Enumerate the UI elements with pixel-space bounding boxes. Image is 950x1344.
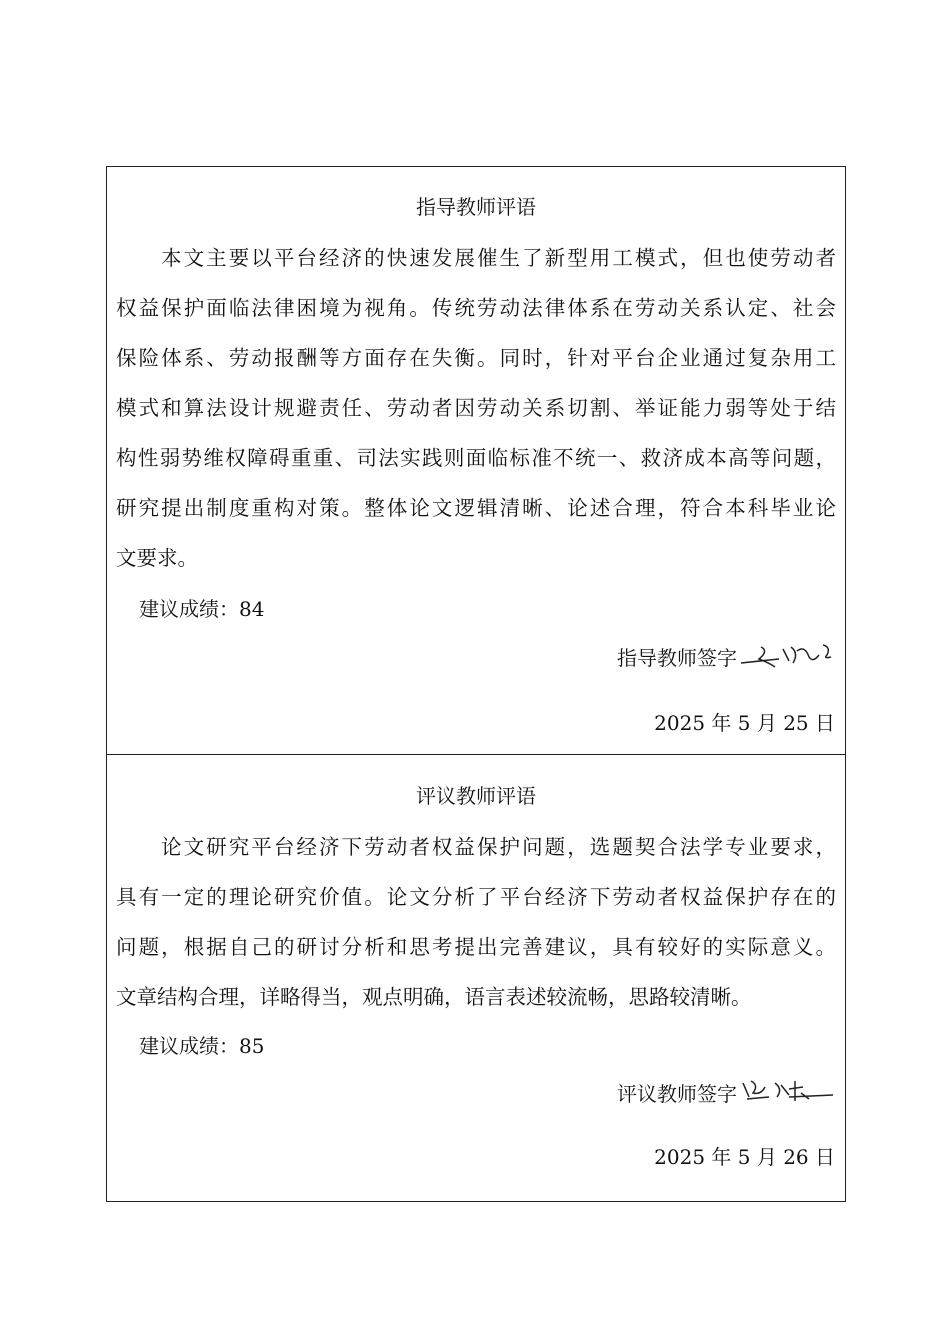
sign-date: 2025 年 5 月 25 日 bbox=[654, 711, 835, 735]
signature-label: 评议教师签字 bbox=[617, 1082, 737, 1106]
advisor-comment-section bbox=[106, 166, 846, 755]
comment-line: 模式和算法设计规避责任、劳动者因劳动关系切割、举证能力弱等处于结 bbox=[116, 396, 836, 420]
handwritten-signature bbox=[739, 1073, 835, 1107]
comment-line: 本文主要以平台经济的快速发展催生了新型用工模式，但也使劳动者 bbox=[161, 246, 836, 270]
signature-row bbox=[617, 1073, 835, 1107]
signature-row bbox=[617, 637, 835, 671]
suggested-score: 建议成绩：84 bbox=[139, 597, 265, 621]
comment-line: 问题，根据自己的研讨分析和思考提出完善建议，具有较好的实际意义。 bbox=[116, 935, 836, 959]
comment-line: 论文研究平台经济下劳动者权益保护问题，选题契合法学专业要求， bbox=[161, 835, 836, 859]
sign-date: 2025 年 5 月 26 日 bbox=[654, 1145, 835, 1169]
signature-label: 指导教师签字 bbox=[617, 646, 737, 670]
section-title: 评议教师评语 bbox=[416, 784, 536, 808]
comment-line: 具有一定的理论研究价值。论文分析了平台经济下劳动者权益保护存在的 bbox=[116, 885, 836, 909]
comment-line: 研究提出制度重构对策。整体论文逻辑清晰、论述合理，符合本科毕业论 bbox=[116, 496, 836, 520]
handwritten-signature bbox=[739, 637, 835, 671]
comment-line: 保险体系、劳动报酬等方面存在失衡。同时，针对平台企业通过复杂用工 bbox=[116, 346, 836, 370]
comment-line: 文要求。 bbox=[116, 546, 198, 570]
section-title: 指导教师评语 bbox=[416, 195, 536, 219]
suggested-score: 建议成绩：85 bbox=[139, 1034, 265, 1058]
comment-line: 构性弱势维权障碍重重、司法实践则面临标准不统一、救济成本高等问题， bbox=[116, 446, 836, 470]
reviewer-comment-section bbox=[106, 753, 846, 1202]
comment-line: 文章结构合理，详略得当，观点明确，语言表述较流畅，思路较清晰。 bbox=[116, 985, 752, 1009]
comment-line: 权益保护面临法律困境为视角。传统劳动法律体系在劳动关系认定、社会 bbox=[116, 296, 836, 320]
